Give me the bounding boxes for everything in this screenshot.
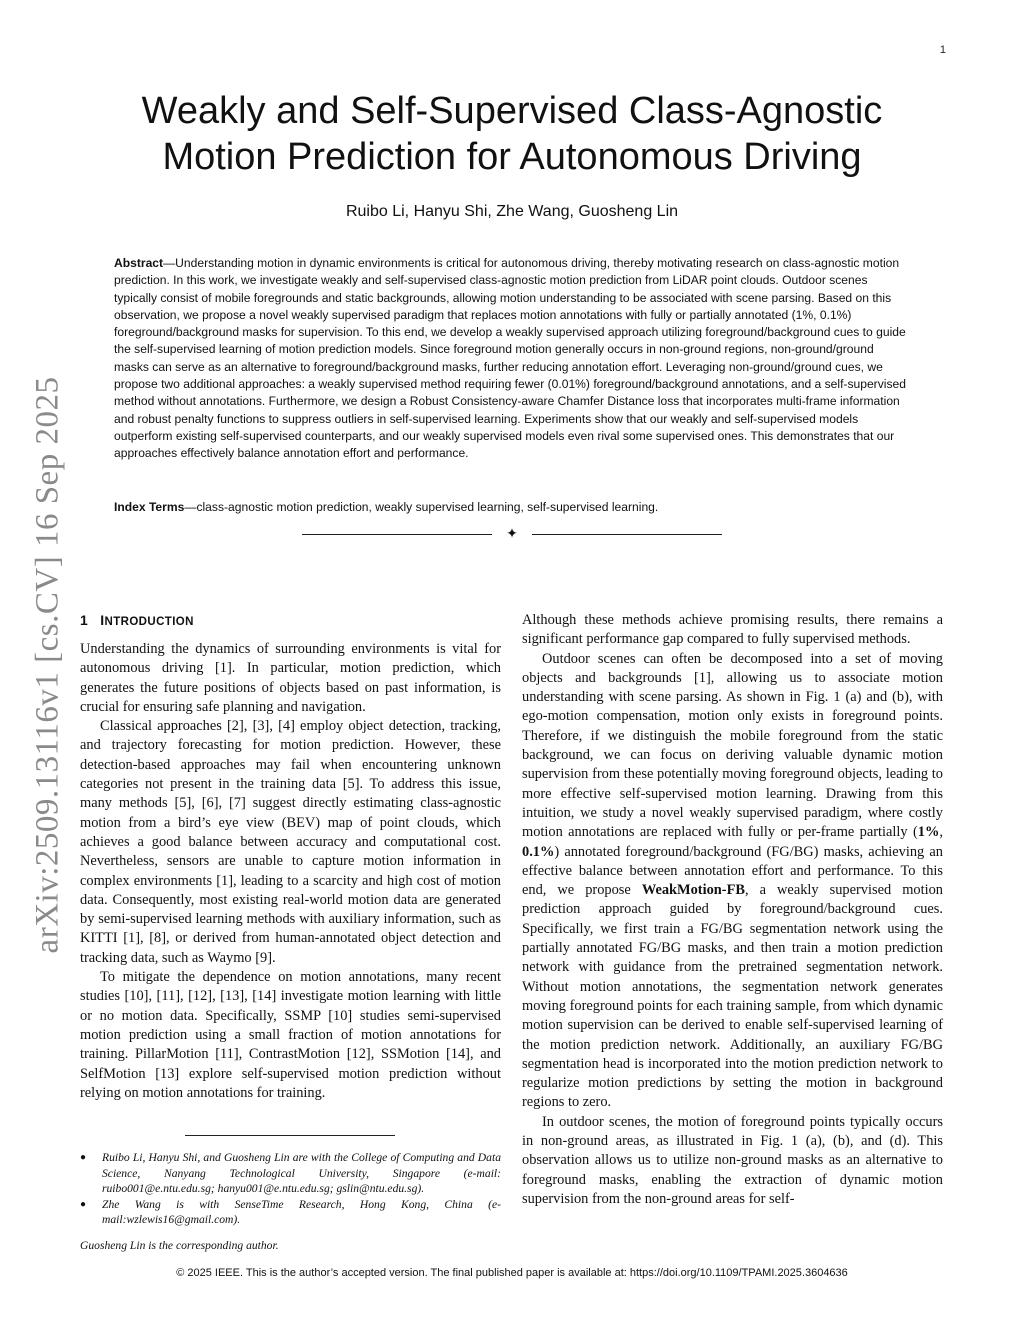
index-terms <box>114 499 908 516</box>
bullet-icon: ● <box>80 1198 87 1210</box>
footnote-rule <box>185 1135 395 1136</box>
footnotes <box>80 1150 501 1254</box>
arxiv-identifier-stamp: arXiv:2509.13116v1 [cs.CV] 16 Sep 2025 <box>29 376 66 954</box>
author-list: Ruibo Li, Hanyu Shi, Zhe Wang, Guosheng Lin <box>345 203 679 220</box>
footnote-text: Ruibo Li, Hanyu Shi, and Guosheng Lin are with the College of Computing and Data Science, Nanyang Technological University, Singapore (e-mail: ruibo001@e.ntu.edu.sg; hanyu001@e.ntu.edu.sg; gslin@ntu.edu.sg). <box>102 1151 501 1196</box>
paragraph-text: , a weakly supervised motion prediction approach guided by foreground/background cues. Specifically, we first train a FG/BG segmentation network using the partially annotated FG/BG masks, and then train a motion prediction network with guidance from the pretrained segmentation network. Without motion annotations, the segmentation network generates moving foreground points for each training sample, from which dynamic motion supervision can be derived to enable self-supervised learning of the motion prediction network. Additionally, an auxiliary FG/BG segmentation head is incorporated into the motion prediction network to regularize motion predictions by setting the motion in background regions to zero. <box>522 882 943 1111</box>
copyright-footer: © 2025 IEEE. This is the author’s accepted version. The final published paper is available at: https://doi.org/10.1109/TPAMI.2025.3604636 <box>176 1267 848 1279</box>
right-column <box>522 611 943 1209</box>
paper-title-line-2: Motion Prediction for Autonomous Driving <box>162 136 862 178</box>
section-title-initial: I <box>100 612 105 628</box>
index-terms-text: —class-agnostic motion prediction, weakly supervised learning, self-supervised learning. <box>184 500 659 514</box>
percentage-2: 0.1% <box>522 843 555 860</box>
section-divider <box>302 525 722 545</box>
right-paragraph-1: Although these methods achieve promising results, there remains a significant performance gap compared to fully supervised methods. <box>522 612 943 648</box>
right-paragraph-3: In outdoor scenes, the motion of foreground points typically occurs in non-ground areas, as illustrated in Fig. 1 (a), (b), and (d). This observation allows us to utilize non-ground masks as an alternative to foreground masks, enabling the extraction of dynamic motion supervision from the non-ground areas for self- <box>522 1113 943 1207</box>
diamond-icon: ✦ <box>506 527 518 542</box>
paragraph-text: , <box>939 824 943 841</box>
intro-paragraph-3: To mitigate the dependence on motion annotations, many recent studies [10], [11], [12], [13], [14] investigate motion learning with little or no motion data. Specifically, SSMP [10] studies semi-supervised motion prediction using a small fraction of motion annotations for training. PillarMotion [11], ContrastMotion [12], SSMotion [14], and SelfMotion [13] explore self-supervised motion prediction without relying on motion annotations for training. <box>80 969 501 1101</box>
footnote-text: Zhe Wang is with SenseTime Research, Hong Kong, China (e-mail:wzlewis16@gmail.com). <box>102 1197 501 1227</box>
section-heading-introduction <box>80 610 501 632</box>
right-paragraph-2 <box>522 650 943 1113</box>
divider-line-right <box>532 534 722 535</box>
intro-paragraph-2: Classical approaches [2], [3], [4] employ object detection, tracking, and trajectory forecasting for motion prediction. However, these detection-based approaches may fail when encountering unknown categories not present in the training data [5]. To address this issue, many methods [5], [6], [7] suggest directly estimating class-agnostic motion from a bird’s eye view (BEV) map of point clouds, which achieves a good balance between accuracy and computational cost. Nevertheless, sensors are unable to capture motion information in complex environments [1], leading to a scarcity and high cost of motion data. Consequently, most existing real-world motion data are generated by semi-supervised learning methods with auxiliary information, such as KITTI [1], [8], or derived from human-annotated object detection and tracking data, such as Waymo [9]. <box>80 718 501 966</box>
paper-title-line-1: Weakly and Self-Supervised Class-Agnostic <box>141 90 883 132</box>
footnote-affiliation-1 <box>80 1150 501 1197</box>
abstract-label: Abstract <box>114 256 164 270</box>
intro-paragraph-1: Understanding the dynamics of surrounding environments is vital for autonomous driving [1]. In particular, motion prediction, which generates the future positions of objects based on past information, is crucial for ensuring safe planning and navigation. <box>80 641 501 715</box>
paragraph-text: Outdoor scenes can often be decomposed into a set of moving objects and backgrounds [1], allowing us to associate motion understanding with scene parsing. As shown in Fig. 1 (a) and (b), with ego-motion compensation, motion only exists in foreground points. Therefore, if we distinguish the mobile foreground from the static background, we can focus on deriving valuable dynamic motion supervision from these potentially moving foreground objects, leading to more effective self-supervised motion learning. Drawing from this intuition, we study a novel weakly supervised paradigm, where costly motion annotations are replaced with fully or per-frame partially ( <box>522 650 943 841</box>
page-number: 1 <box>939 44 946 56</box>
paragraph-text: ) annotated foreground/background (FG/BG) masks, achieving an effective balance between annotation effort and performance. To this end, we propose <box>522 843 943 899</box>
left-column <box>80 610 501 1103</box>
section-number: 1 <box>80 612 89 628</box>
index-terms-label: Index Terms <box>114 500 185 514</box>
method-name: WeakMotion-FB <box>641 882 745 899</box>
paper-title <box>100 88 924 180</box>
corresponding-author-note: Guosheng Lin is the corresponding author. <box>80 1238 279 1252</box>
divider-line-left <box>302 534 492 535</box>
footnote-affiliation-2 <box>80 1197 501 1228</box>
percentage-1: 1% <box>917 824 940 841</box>
bullet-icon: ● <box>80 1152 87 1163</box>
abstract-text: —Understanding motion in dynamic environments is critical for autonomous driving, thereby motivating research on class-agnostic motion prediction. In this work, we investigate weakly and self-supervised class-agnostic motion prediction from LiDAR point clouds. Outdoor scenes typically consist of mobile foregrounds and static backgrounds, allowing motion understanding to be associated with scene parsing. Based on this observation, we propose a novel weakly supervised paradigm that replaces motion annotations with fully or partially annotated (1%, 0.1%) foreground/background masks for supervision. To this end, we develop a weakly supervised approach utilizing foreground/background cues to guide the self-supervised learning of motion prediction models. Since foreground motion generally occurs in non-ground regions, non-ground/ground masks can serve as an alternative to foreground/background masks, further reducing annotation effort. Leveraging non-ground/ground cues, we propose two additional approaches: a weakly supervised method requiring fewer (0.01%) foreground/background annotations, and a self-supervised method without annotations. Furthermore, we design a Robust Consistency-aware Chamfer Distance loss that incorporates multi-frame information and robust penalty functions to suppress outliers in self-supervised learning. Experiments show that our weakly and self-supervised models outperform existing self-supervised counterparts, and our weakly supervised models even rival some supervised ones. This demonstrates that our approaches effectively balance annotation effort and performance. <box>114 256 906 461</box>
abstract <box>114 255 908 463</box>
section-title-rest: NTRODUCTION <box>104 616 194 628</box>
